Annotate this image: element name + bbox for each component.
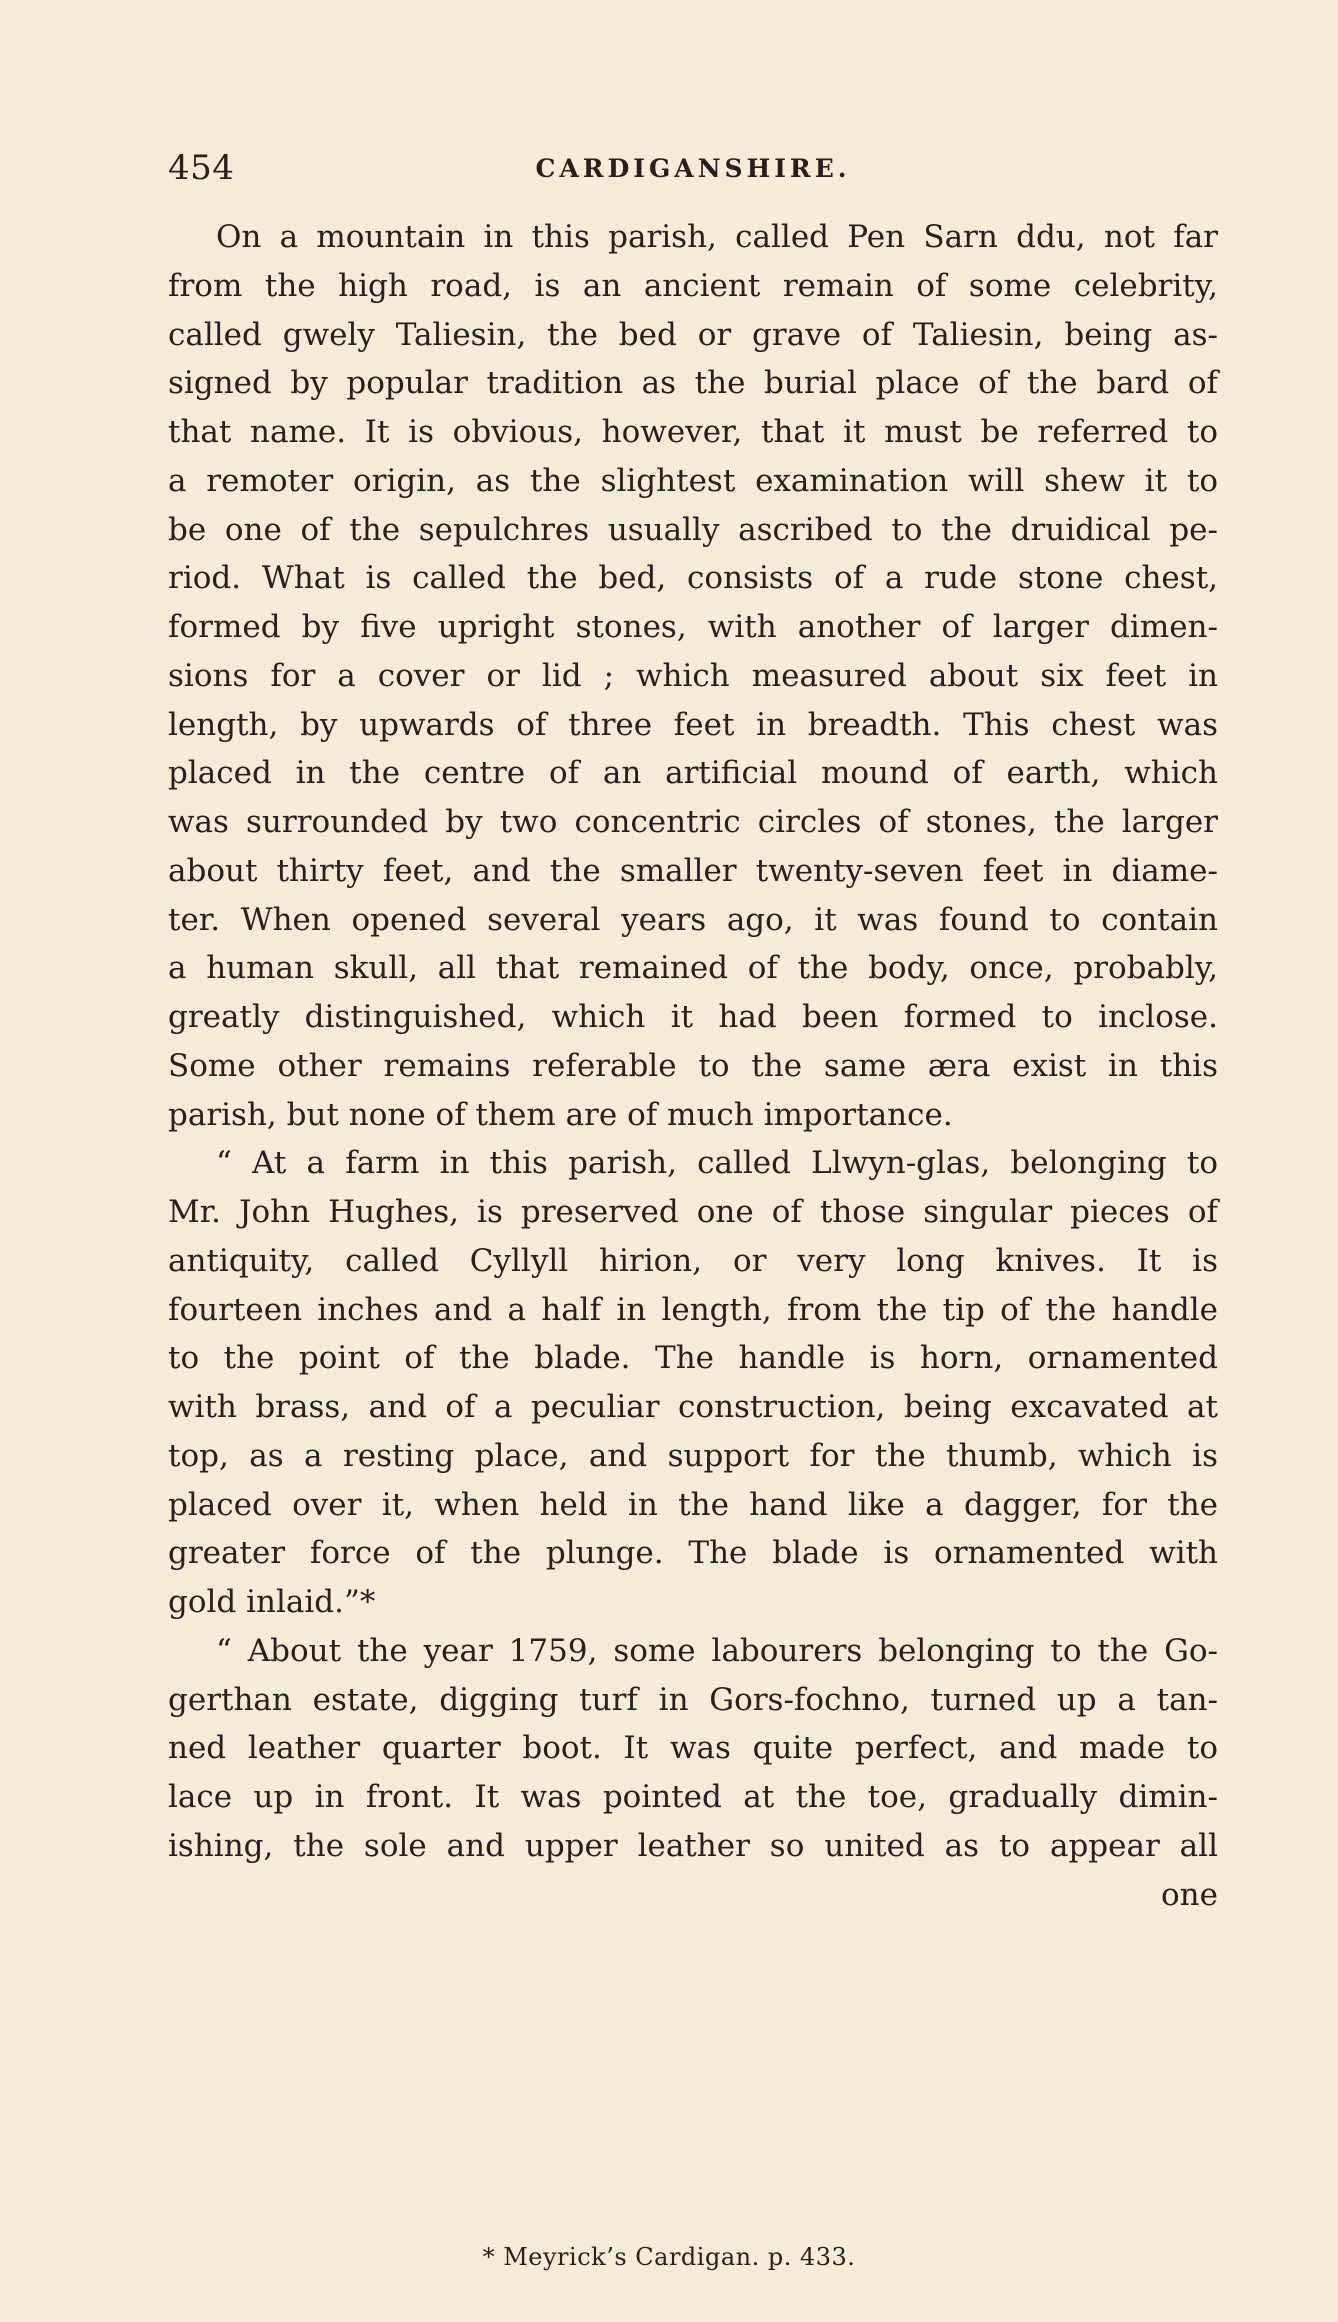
text-line: sions for a cover or lid ; which measured about six feet in: [168, 657, 1218, 694]
text-line: fourteen inches and a half in length, from the tip of the handle: [168, 1291, 1218, 1328]
text-line: Mr. John Hughes, is preserved one of those singular pieces of: [168, 1194, 1218, 1230]
text-line: On a mountain in this parish, called Pen Sarn ddu, not far: [216, 219, 1218, 255]
text-line: placed in the centre of an artificial mound of earth, which: [168, 755, 1218, 792]
text-line: that name. It is obvious, however, that it must be referred to: [168, 414, 1218, 450]
text-line: to the point of the blade. The handle is horn, ornamented: [168, 1340, 1218, 1377]
text-line: riod. What is called the bed, consists of a rude stone chest,: [168, 560, 1218, 597]
footnote: * Meyrick’s Cardigan. p. 433.: [482, 2243, 856, 2271]
text-line: placed over it, when held in the hand like a dagger, for the: [168, 1486, 1218, 1523]
page-title: CARDIGANSHIRE.: [535, 154, 851, 183]
text-line: gerthan estate, digging turf in Gors-fochno, turned up a tan-: [168, 1681, 1218, 1718]
text-line: a remoter origin, as the slightest examination will shew it to: [168, 462, 1218, 499]
text-line: greater force of the plunge. The blade is ornamented with: [168, 1535, 1218, 1572]
text-line: be one of the sepulchres usually ascribed to the druidical pe-: [168, 511, 1218, 548]
text-line: Some other remains referable to the same æra exist in this: [168, 1047, 1218, 1084]
text-line: “ At a farm in this parish, called Llwyn-glas, belonging to: [216, 1145, 1218, 1182]
text-line: about thirty feet, and the smaller twenty-seven feet in diame-: [168, 852, 1218, 889]
text-line: antiquity, called Cyllyll hirion, or very long knives. It is: [168, 1242, 1218, 1279]
running-head: [168, 148, 1218, 192]
text-line: gold inlaid.”*: [168, 1584, 376, 1620]
text-line: parish, but none of them are of much importance.: [168, 1096, 953, 1133]
text-line: a human skull, all that remained of the body, once, probably,: [168, 950, 1218, 987]
body-text: [168, 213, 1218, 1919]
page-number: 454: [168, 148, 235, 188]
text-line: formed by five upright stones, with another of larger dimen-: [168, 609, 1218, 645]
text-line: ned leather quarter boot. It was quite perfect, and made to: [168, 1730, 1218, 1767]
text-line: called gwely Taliesin, the bed or grave of Taliesin, being as-: [168, 316, 1218, 353]
text-line: was surrounded by two concentric circles of stones, the larger: [168, 804, 1218, 840]
paragraph-leather-boot: [168, 1627, 1218, 1871]
paragraph-gwely-taliesin: [168, 213, 1218, 1139]
text-line: greatly distinguished, which it had been formed to inclose.: [168, 999, 1218, 1035]
text-line: top, as a resting place, and support for the thumb, which is: [168, 1437, 1218, 1474]
text-line: “ About the year 1759, some labourers belonging to the Go-: [216, 1632, 1218, 1669]
text-line: with brass, and of a peculiar construction, being excavated at: [168, 1389, 1218, 1425]
text-line: ishing, the sole and upper leather so united as to appear all: [168, 1827, 1218, 1864]
text-line: lace up in front. It was pointed at the toe, gradually dimin-: [168, 1779, 1218, 1815]
text-line: from the high road, is an ancient remain of some celebrity,: [168, 267, 1218, 304]
text-line: ter. When opened several years ago, it was found to contain: [168, 901, 1218, 938]
text-line: signed by popular tradition as the burial place of the bard of: [168, 365, 1218, 402]
paragraph-cyllyll-hirion: [168, 1139, 1218, 1627]
text-line: length, by upwards of three feet in breadth. This chest was: [168, 706, 1218, 743]
catchword: one: [1161, 1876, 1218, 1913]
